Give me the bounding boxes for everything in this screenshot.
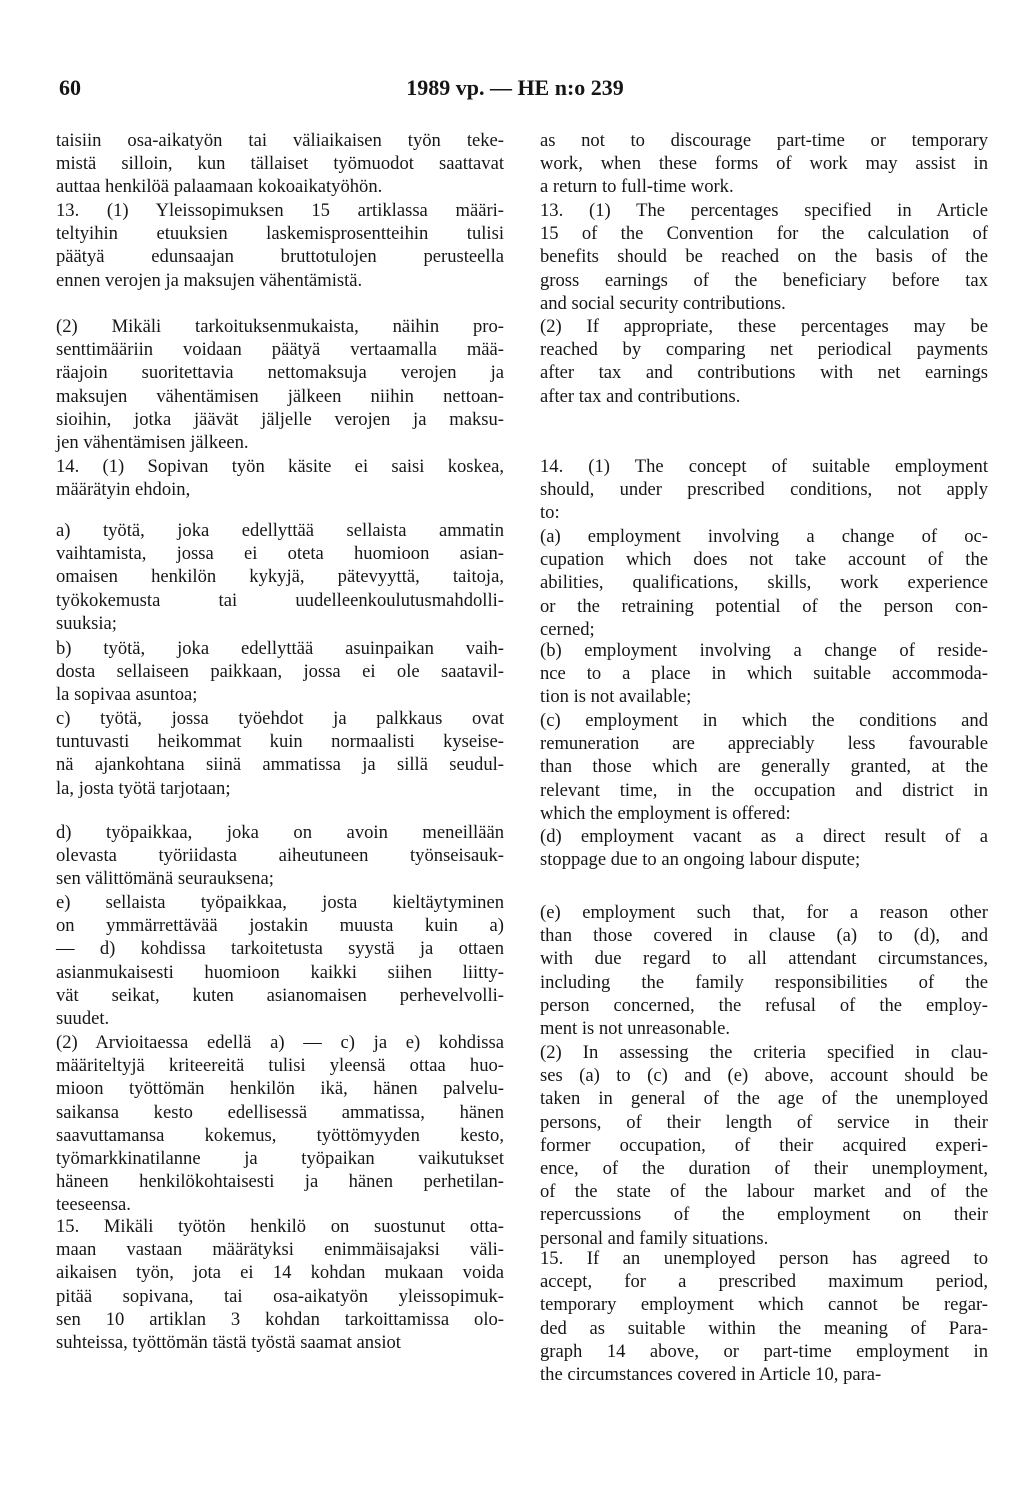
text-line: räajoin suoritettavia nettomaksuja verojen ja (56, 362, 504, 384)
text-line: määrätyin ehdoin, (56, 479, 191, 501)
text-line: määriteltyjä kriteereitä tulisi yleensä ottaa huo- (56, 1055, 504, 1077)
text-line: including the family responsibilities of the (540, 971, 988, 993)
text-line: olevasta työriidasta aiheutuneen työnseisauk- (56, 845, 504, 867)
text-line: ence, of the duration of their unemployment, (540, 1158, 988, 1180)
paragraph (540, 199, 988, 315)
text-line: (2) Arvioitaessa edellä a) — c) ja e) kohdissa (56, 1032, 504, 1053)
text-line: taisiin osa-aikatyön tai väliaikaisen työn teke- (56, 130, 504, 151)
text-line: teeseensa. (56, 1194, 131, 1216)
text-line: taken in general of the age of the unemployed (540, 1088, 988, 1110)
text-line: aikaisen työn, jota ei 14 kohdan mukaan voida (56, 1262, 504, 1284)
paragraph (56, 519, 504, 635)
text-line: (2) If appropriate, these percentages may be (540, 316, 988, 337)
text-line: vät seikat, kuten asianomaisen perhevelvolli- (56, 984, 504, 1006)
running-title: 1989 vp. — HE n:o 239 (406, 75, 624, 100)
text-line: 15. If an unemployed person has agreed to (540, 1248, 988, 1269)
text-line: to: (540, 502, 560, 524)
text-line: cupation which does not take account of the (540, 549, 988, 571)
text-line: ment is not unreasonable. (540, 1018, 731, 1040)
text-line: suudet. (56, 1008, 110, 1030)
text-line: (2) Mikäli tarkoituksenmukaista, näihin pro- (56, 316, 504, 337)
text-line: mistä silloin, kun tällaiset työmuodot saattavat (56, 153, 504, 175)
text-line: e) sellaista työpaikkaa, josta kieltäytyminen (56, 892, 504, 913)
text-line: remuneration are appreciably less favourable (540, 733, 988, 755)
text-line: sen 10 artiklan 3 kohdan tarkoittamissa olo- (56, 1308, 504, 1330)
text-line: dosta sellaiseen paikkaan, jossa ei ole saatavil- (56, 661, 504, 683)
paragraph (56, 891, 504, 1030)
text-line: ses (a) to (c) and (e) above, account should be (540, 1065, 988, 1087)
text-line: gross earnings of the beneficiary before tax (540, 269, 988, 291)
text-line: (d) employment vacant as a direct result of a (540, 826, 988, 847)
text-line: temporary employment which cannot be regar- (540, 1294, 988, 1316)
text-line: person concerned, the refusal of the employ- (540, 994, 988, 1016)
text-line: reached by comparing net periodical payments (540, 339, 988, 361)
text-line: cerned; (540, 618, 595, 640)
paragraph (540, 315, 988, 408)
text-line: pitää sopivana, tai osa-aikatyön yleissopimuk- (56, 1285, 504, 1307)
text-line: nce to a place in which suitable accommoda- (540, 663, 988, 685)
paragraph (540, 455, 988, 525)
text-line: work, when these forms of work may assist in (540, 153, 988, 175)
text-line: should, under prescribed conditions, not apply (540, 479, 988, 501)
text-line: 13. (1) The percentages specified in Article (540, 200, 988, 221)
text-line: relevant time, in the occupation and district in (540, 779, 988, 801)
text-line: which the employment is offered: (540, 802, 791, 824)
text-line: 14. (1) The concept of suitable employment (540, 456, 988, 477)
paragraph (56, 455, 504, 501)
text-line: the circumstances covered in Article 10, para- (540, 1364, 882, 1386)
text-line: than those which are generally granted, at the (540, 756, 988, 778)
text-line: after tax and contributions. (540, 385, 741, 407)
text-line: than those covered in clause (a) to (d), and (540, 925, 988, 947)
text-line: suhteissa, työttömän tästä työstä saamat ansiot (56, 1332, 401, 1354)
paragraph (540, 1041, 988, 1250)
text-line: as not to discourage part-time or temporary (540, 130, 988, 151)
text-line: d) työpaikkaa, joka on avoin meneillään (56, 822, 504, 843)
text-line: graph 14 above, or part-time employment in (540, 1340, 988, 1362)
text-line: päätyä edunsaajan bruttotulojen perusteella (56, 246, 504, 268)
text-line: asianmukaisesti huomioon kaikki siihen liitty- (56, 961, 504, 983)
text-line: työkokemusta tai uudelleenkoulutusmahdolli- (56, 589, 504, 611)
text-line: senttimääriin voidaan päätyä vertaamalla mää- (56, 339, 504, 361)
text-line: tion is not available; (540, 686, 692, 708)
text-line: persons, of their length of service in their (540, 1111, 988, 1133)
text-line: repercussions of the employment on their (540, 1204, 988, 1226)
paragraph (56, 707, 504, 800)
paragraph (56, 199, 504, 292)
paragraph (540, 129, 988, 199)
text-line: mioon työttömän henkilön ikä, hänen palvelu- (56, 1078, 504, 1100)
text-line: teltyihin etuuksien laskemisprosentteihin tulisi (56, 223, 504, 245)
paragraph (56, 1031, 504, 1217)
text-line: 13. (1) Yleissopimuksen 15 artiklassa määri- (56, 200, 504, 221)
paragraph (540, 901, 988, 1040)
paragraph (56, 637, 504, 707)
text-line: ennen verojen ja maksujen vähentämistä. (56, 269, 363, 291)
text-line: (a) employment involving a change of oc- (540, 526, 988, 547)
text-line: nä ajankohtana siinä ammatissa ja sillä seudul- (56, 754, 504, 776)
text-line: b) työtä, joka edellyttää asuinpaikan vaih- (56, 638, 504, 659)
text-line: la, josta työtä tarjotaan; (56, 777, 231, 799)
text-line: after tax and contributions with net earnings (540, 362, 988, 384)
text-line: ded as suitable within the meaning of Para- (540, 1317, 988, 1339)
text-line: työmarkkinatilanne ja työpaikan vaikutukset (56, 1148, 504, 1170)
text-line: benefits should be reached on the basis of the (540, 246, 988, 268)
text-line: (2) In assessing the criteria specified in clau- (540, 1042, 988, 1063)
text-line: a) työtä, joka edellyttää sellaista ammatin (56, 520, 504, 541)
text-line: vaihtamista, jossa ei oteta huomioon asian- (56, 543, 504, 565)
text-line: maan vastaan määrätyksi enimmäisajaksi väli- (56, 1239, 504, 1261)
paragraph (56, 821, 504, 891)
text-line: omaisen henkilön kykyjä, pätevyyttä, taitoja, (56, 566, 504, 588)
text-line: tuntuvasti heikommat kuin normaalisti kyseise- (56, 731, 504, 753)
text-line: and social security contributions. (540, 292, 786, 314)
text-line: sioihin, jotka jäävät jäljelle verojen ja maksu- (56, 408, 504, 430)
text-line: maksujen vähentämisen jälkeen niihin nettoan- (56, 385, 504, 407)
paragraph (56, 129, 504, 199)
text-line: of the state of the labour market and of the (540, 1181, 988, 1203)
text-line: sen välittömänä seurauksena; (56, 868, 274, 890)
text-line: on ymmärrettävää jostakin muusta kuin a) (56, 915, 504, 937)
page-header (56, 71, 974, 101)
text-line: (b) employment involving a change of reside- (540, 640, 988, 661)
text-line: jen vähentämisen jälkeen. (56, 432, 249, 454)
paragraph (540, 525, 988, 641)
text-line: accept, for a prescribed maximum period, (540, 1271, 988, 1293)
text-line: — d) kohdissa tarkoitetusta syystä ja ottaen (56, 938, 504, 960)
text-line: häneen henkilökohtaisesti ja hänen perhetilan- (56, 1171, 504, 1193)
text-line: c) työtä, jossa työehdot ja palkkaus ovat (56, 708, 504, 729)
paragraph (56, 315, 504, 454)
text-line: personal and family situations. (540, 1227, 769, 1249)
text-line: with due regard to all attendant circumstances, (540, 948, 988, 970)
paragraph (540, 709, 988, 825)
text-line: saikansa kesto edellisessä ammatissa, hänen (56, 1101, 504, 1123)
text-line: or the retraining potential of the person con- (540, 595, 988, 617)
text-line: suuksia; (56, 612, 117, 634)
text-line: 15. Mikäli työtön henkilö on suostunut otta- (56, 1216, 504, 1237)
text-line: auttaa henkilöä palaamaan kokoaikatyöhön. (56, 176, 383, 198)
text-line: la sopivaa asuntoa; (56, 684, 198, 706)
text-line: former occupation, of their acquired experi- (540, 1134, 988, 1156)
text-line: saavuttamansa kokemus, työttömyyden kesto, (56, 1124, 504, 1146)
text-line: abilities, qualifications, skills, work experience (540, 572, 988, 594)
page-number: 60 (59, 75, 81, 100)
paragraph (56, 1215, 504, 1354)
text-line: 14. (1) Sopivan työn käsite ei saisi koskea, (56, 456, 504, 477)
paragraph (540, 825, 988, 871)
text-line: stoppage due to an ongoing labour dispute; (540, 849, 861, 871)
text-line: 15 of the Convention for the calculation of (540, 223, 988, 245)
paragraph (540, 639, 988, 709)
text-line: (e) employment such that, for a reason other (540, 902, 988, 923)
text-line: a return to full-time work. (540, 176, 734, 198)
paragraph (540, 1247, 988, 1386)
text-line: (c) employment in which the conditions and (540, 710, 988, 731)
